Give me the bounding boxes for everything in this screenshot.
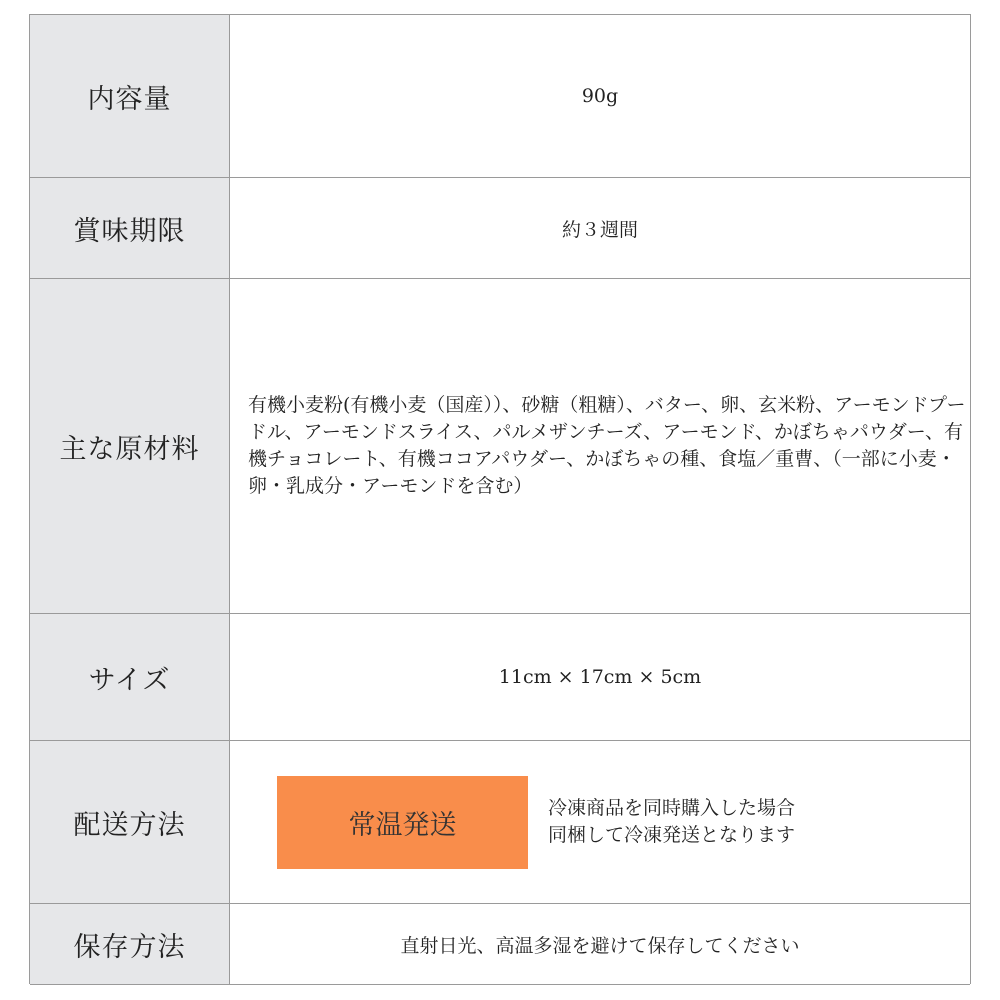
materials-label: 主な原材料 xyxy=(30,279,230,613)
size-label: サイズ xyxy=(30,614,230,740)
row-capacity xyxy=(30,15,970,178)
row-materials xyxy=(30,279,970,614)
delivery-content xyxy=(230,776,970,869)
delivery-badge: 常温発送 xyxy=(277,776,528,869)
delivery-note-line2: 同梱して冷凍発送となります xyxy=(548,824,796,846)
row-size xyxy=(30,614,970,741)
expiry-value: 約３週間 xyxy=(561,218,638,241)
expiry-label: 賞味期限 xyxy=(30,178,230,278)
row-storage xyxy=(30,904,970,985)
materials-value: 有機小麦粉(有機小麦（国産））、砂糖（粗糖）、バター、卵、玄米粉、アーモンドプードル、アーモンドスライス、パルメザンチーズ、アーモンド、かぼちゃパウダー、有機チョコレート、有機ココアパウダー、かぼちゃの種、食塩／重曹、（一部に小麦・卵・乳成分・アーモンドを含む） xyxy=(248,394,966,497)
storage-label: 保存方法 xyxy=(30,904,230,984)
materials-cell xyxy=(230,279,978,613)
row-expiry xyxy=(30,178,970,279)
capacity-label: 内容量 xyxy=(30,15,230,177)
size-value: 11cm × 17cm × 5cm xyxy=(498,666,702,688)
delivery-note-line1: 冷凍商品を同時購入した場合 xyxy=(548,797,796,819)
capacity-value: 90g xyxy=(581,85,619,107)
row-delivery xyxy=(30,741,970,904)
delivery-note xyxy=(548,795,795,849)
storage-value: 直射日光、高温多湿を避けて保存してください xyxy=(400,934,800,957)
delivery-cell xyxy=(230,741,970,903)
delivery-label: 配送方法 xyxy=(30,741,230,903)
product-spec-table xyxy=(29,14,971,984)
